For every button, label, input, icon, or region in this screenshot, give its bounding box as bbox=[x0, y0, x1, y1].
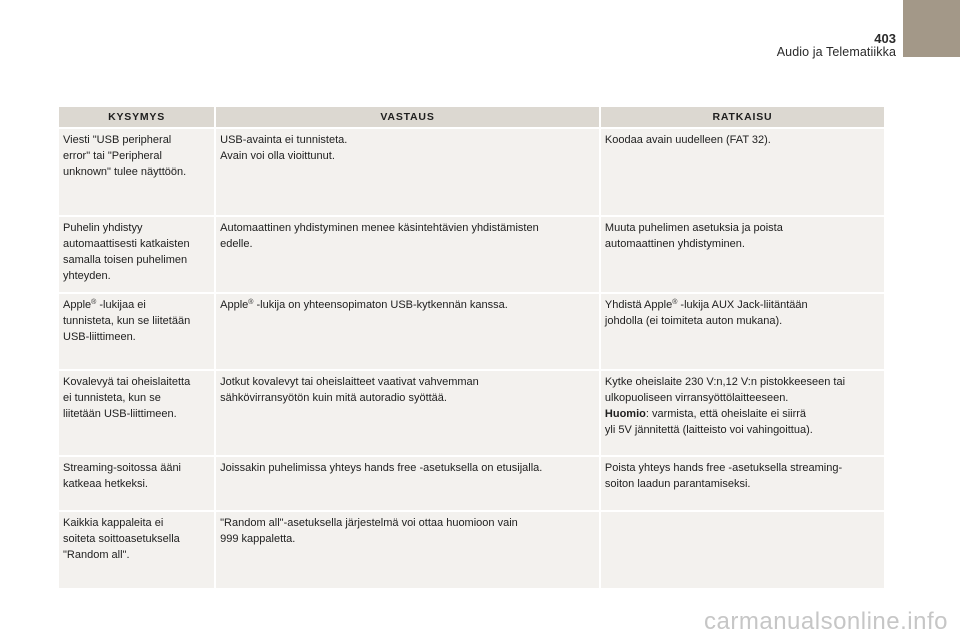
section-title: Audio ja Telematiikka bbox=[776, 45, 896, 59]
question-cell bbox=[59, 294, 214, 369]
note-label: Huomio bbox=[604, 408, 646, 420]
cell-text-line: sähkövirransyötön kuin mitä autoradio syöttää. bbox=[220, 392, 447, 404]
cell-text-line: Automaattinen yhdistyminen menee käsintehtävien yhdistämisten bbox=[220, 222, 539, 234]
cell-text-line bbox=[220, 297, 595, 313]
solution-cell bbox=[601, 512, 884, 588]
text-fragment: Apple bbox=[220, 299, 249, 311]
cell-text-line: soiton laadun parantamiseksi. bbox=[604, 478, 751, 490]
cell-text-line: ei tunnisteta, kun se bbox=[63, 392, 161, 404]
cell-text-line bbox=[605, 406, 880, 422]
cell-text-line: automaattinen yhdistyminen. bbox=[604, 238, 745, 250]
solution-cell bbox=[601, 457, 884, 510]
question-cell bbox=[59, 457, 214, 510]
table-header-row bbox=[59, 107, 884, 127]
cell-text-line: yhteyden. bbox=[63, 270, 111, 282]
cell-text-line: johdolla (ei toimiteta auton mukana). bbox=[604, 315, 783, 327]
cell-text-line: Joissakin puhelimissa yhteys hands free -asetuksella on etusijalla. bbox=[220, 462, 543, 474]
column-header-answer: VASTAUS bbox=[216, 107, 599, 127]
solution-cell bbox=[601, 294, 884, 369]
cell-text-line: yli 5V jännitettä (laitteisto voi vahingoittua). bbox=[604, 424, 813, 436]
answer-cell bbox=[216, 512, 599, 588]
cell-text-line: katkeaa hetkeksi. bbox=[63, 478, 148, 490]
cell-text-line: error" tai "Peripheral bbox=[63, 150, 162, 162]
cell-text-line: unknown" tulee näyttöön. bbox=[63, 166, 187, 178]
chapter-tab bbox=[903, 0, 960, 57]
cell-text-line bbox=[605, 297, 880, 313]
cell-text-line: Avain voi olla vioittunut. bbox=[220, 150, 335, 162]
table-row bbox=[59, 371, 884, 455]
table-row bbox=[59, 512, 884, 588]
registered-mark: ® bbox=[248, 299, 254, 306]
cell-text-line: Poista yhteys hands free -asetuksella streaming- bbox=[604, 462, 843, 474]
text-fragment: : varmista, että oheislaite ei siirrä bbox=[645, 408, 807, 420]
cell-text-line: soiteta soittoasetuksella bbox=[63, 533, 180, 545]
solution-cell bbox=[601, 371, 884, 455]
page-number: 403 bbox=[874, 31, 896, 46]
cell-text-line: Jotkut kovalevyt tai oheislaitteet vaativat vahvemman bbox=[220, 376, 479, 388]
text-fragment: Apple bbox=[63, 299, 92, 311]
cell-text-line: "Random all"-asetuksella järjestelmä voi ottaa huomioon vain bbox=[220, 517, 518, 529]
cell-text-line: Kaikkia kappaleita ei bbox=[63, 517, 164, 529]
cell-text-line: USB-liittimeen. bbox=[63, 331, 136, 343]
cell-text-line: tunnisteta, kun se liitetään bbox=[63, 315, 191, 327]
cell-text-line: Streaming-soitossa ääni bbox=[63, 462, 182, 474]
table-row bbox=[59, 294, 884, 369]
registered-mark: ® bbox=[91, 299, 97, 306]
answer-cell bbox=[216, 294, 599, 369]
text-fragment: Yhdistä Apple bbox=[604, 299, 673, 311]
text-fragment: -lukijaa ei bbox=[96, 299, 146, 311]
solution-cell bbox=[601, 129, 884, 215]
question-cell bbox=[59, 512, 214, 588]
cell-text-line: Puhelin yhdistyy bbox=[63, 222, 143, 234]
answer-cell bbox=[216, 129, 599, 215]
cell-text-line: Kovalevyä tai oheislaitetta bbox=[63, 376, 191, 388]
question-cell bbox=[59, 217, 214, 292]
cell-text-line: liitetään USB-liittimeen. bbox=[63, 408, 177, 420]
cell-text-line: Koodaa avain uudelleen (FAT 32). bbox=[604, 134, 771, 146]
answer-cell bbox=[216, 371, 599, 455]
solution-cell bbox=[601, 217, 884, 292]
registered-mark: ® bbox=[672, 299, 678, 306]
table-row bbox=[59, 457, 884, 510]
cell-text-line bbox=[63, 297, 210, 313]
cell-text-line: edelle. bbox=[220, 238, 253, 250]
table-row bbox=[59, 217, 884, 292]
cell-text-line: "Random all". bbox=[63, 549, 130, 561]
column-header-solution: RATKAISU bbox=[601, 107, 884, 127]
cell-text-line: Kytke oheislaite 230 V:n,12 V:n pistokkeeseen tai bbox=[604, 376, 846, 388]
table-row bbox=[59, 129, 884, 215]
cell-text-line: ulkopuoliseen virransyöttölaitteeseen. bbox=[604, 392, 789, 404]
answer-cell bbox=[216, 217, 599, 292]
text-fragment: -lukija AUX Jack-liitäntään bbox=[677, 299, 808, 311]
cell-text-line: samalla toisen puhelimen bbox=[63, 254, 188, 266]
cell-text-line: automaattisesti katkaisten bbox=[63, 238, 190, 250]
watermark: carmanualsonline.info bbox=[704, 608, 948, 635]
cell-text-line: USB-avainta ei tunnisteta. bbox=[220, 134, 348, 146]
answer-cell bbox=[216, 457, 599, 510]
question-cell bbox=[59, 371, 214, 455]
cell-text-line: Muuta puhelimen asetuksia ja poista bbox=[604, 222, 783, 234]
cell-text-line: 999 kappaletta. bbox=[220, 533, 296, 545]
column-header-question: KYSYMYS bbox=[59, 107, 214, 127]
troubleshooting-table bbox=[57, 105, 886, 590]
text-fragment: -lukija on yhteensopimaton USB-kytkennän kanssa. bbox=[253, 299, 508, 311]
cell-text-line: Viesti "USB peripheral bbox=[63, 134, 172, 146]
question-cell bbox=[59, 129, 214, 215]
